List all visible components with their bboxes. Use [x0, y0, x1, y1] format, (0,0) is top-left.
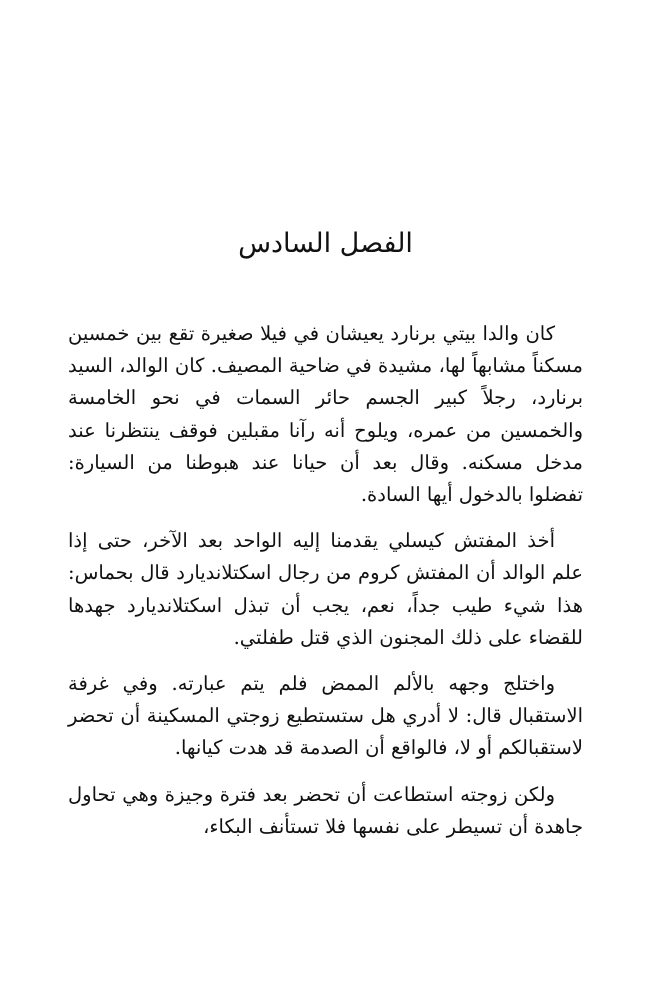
paragraph-3: واختلج وجهه بالألم الممض فلم يتم عبارته. وفي غرفة الاستقبال قال: لا أدري هل ستستطيع زوجتي المسكينة أن تحضر لاستقبالكم أو لا، فالواقع أن الصدمة قد هدت كيانها.: [68, 672, 583, 760]
book-page: [68, 0, 583, 1000]
paragraph-2: أخذ المفتش كيسلي يقدمنا إليه الواحد بعد الآخر، حتى إذا علم الوالد أن المفتش كروم من رجال اسكتلانديارد قال بحماس: هذا شيء طيب جداً، نعم، يجب أن تبذل اسكتلانديارد جهدها للقضاء على ذلك المجنون الذي قتل طفلتي.: [68, 529, 583, 649]
chapter-title: الفصل السادس: [238, 228, 413, 259]
chapter-body: [68, 318, 583, 857]
paragraph-4: ولكن زوجته استطاعت أن تحضر بعد فترة وجيزة وهي تحاول جاهدة أن تسيطر على نفسها فلا تستأنف البكاء،: [68, 782, 583, 838]
paragraph-1: كان والدا بيتي برنارد يعيشان في فيلا صغيرة تقع بين خمسين مسكناً مشابهاً لها، مشيدة في ضاحية المصيف. كان الوالد، السيد برنارد، رجلاً كبير الجسم حائر السمات في نحو الخامسة والخمسين من عمره، ويلوح أنه رآنا مقبلين فوقف ينتظرنا عند مدخل مسكنه. وقال بعد أن حيانا عند هبوطنا من السيارة: تفضلوا بالدخول أيها السادة.: [68, 322, 583, 507]
